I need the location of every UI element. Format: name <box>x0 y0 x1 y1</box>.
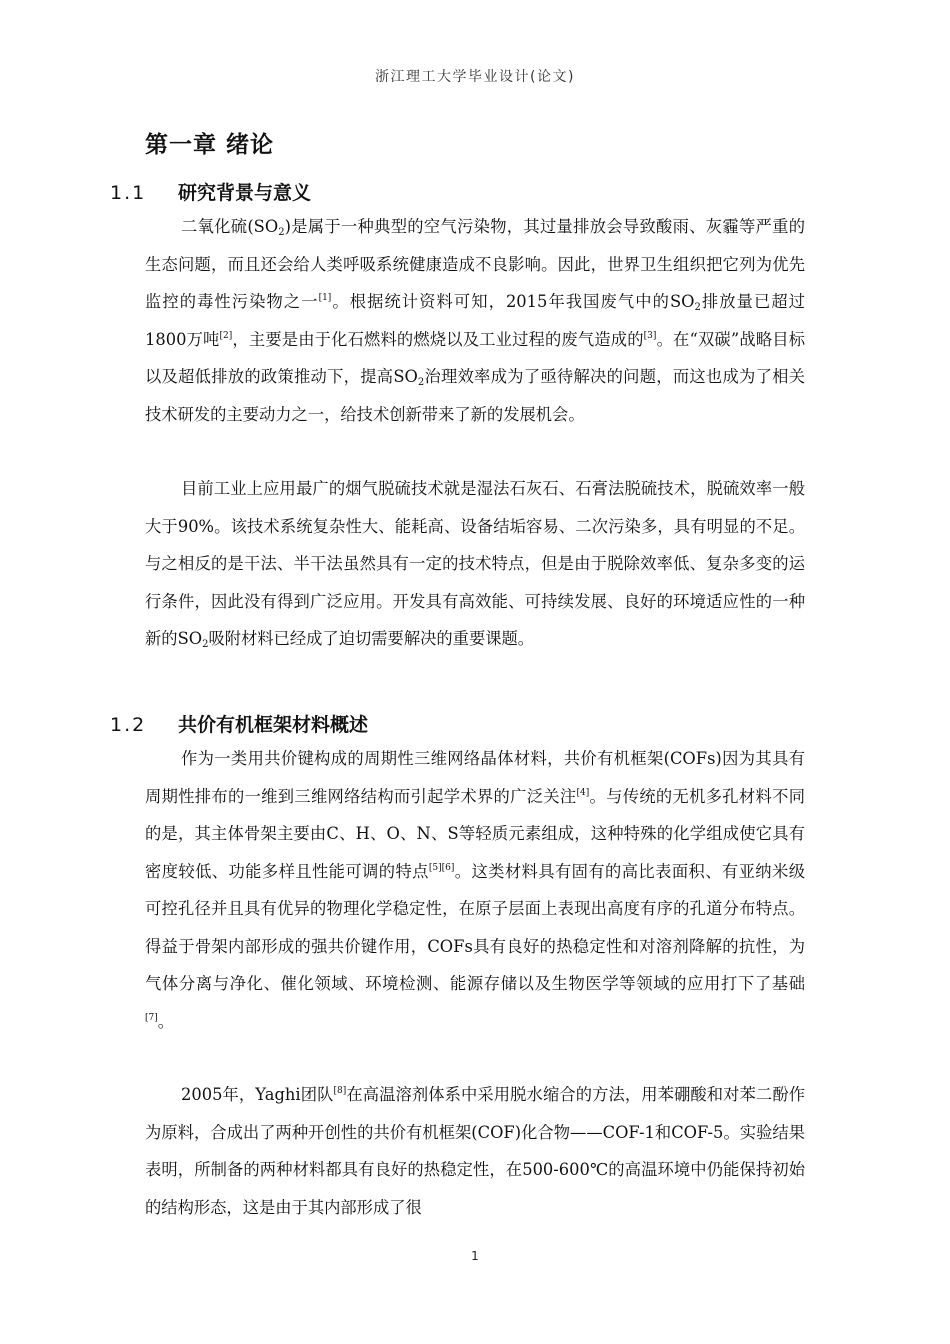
paragraph-cof-overview-1: 作为一类用共价键构成的周期性三维网络晶体材料，共价有机框架(COFs)因为其具有周期性排布的一维到三维网络结构而引起学术界的广泛关注[4]。与传统的无机多孔材料不同的是，其主体骨架主要由C、H、O、N、S等轻质元素组成，这种特殊的化学组成使它具有密度较低、功能多样且性能可调的特点[5][6]。这类材料具有固有的高比表面积、有亚纳米级可控孔径并且具有优异的物理化学稳定性，在原子层面上表现出高度有序的孔道分布特点。得益于骨架内部形成的强共价键作用，COFs具有良好的热稳定性和对溶剂降解的抗性，为气体分离与净化、催化领域、环境检测、能源存储以及生物医学等领域的应用打下了基础[7]。 <box>145 749 805 1031</box>
citation: [1] <box>318 293 332 303</box>
citation: [2] <box>219 330 233 341</box>
citation: [8] <box>333 1086 347 1096</box>
paragraph-cof-overview-2: 2005年，Yaghi团队[8]在高温溶剂体系中采用脱水缩合的方法，用苯硼酸和对苯二酚作为原料，合成出了两种开创性的共价有机框架(COF)化合物——COF-1和COF-5。实验结果表明，所制备的两种材料都具有良好的热稳定性，在500-600℃的高温环境中仍能保持初始的结构形态，这是由于其内部形成了很 <box>145 1085 805 1217</box>
section-title: 共价有机框架材料概述 <box>178 714 369 736</box>
citation: [7] <box>145 1012 158 1023</box>
running-header: 浙江理工大学毕业设计(论文) <box>375 69 575 85</box>
citation: [3] <box>643 330 657 341</box>
section-heading-1-1 <box>110 178 311 205</box>
paragraph-background-2: 目前工业上应用最广的烟气脱硫技术就是湿法石灰石、石膏法脱硫技术，脱硫效率一般大于90%。该技术系统复杂性大、能耗高、设备结垢容易、二次污染多，具有明显的不足。与之相反的是干法、半干法虽然具有一定的技术特点，但是由于脱除效率低、复杂多变的运行条件，因此没有得到广泛应用。开发具有高效能、可持续发展、良好的环境适应性的一种新的$SO_2$吸附材料已经成了迫切需要解决的重要课题。 <box>145 479 805 650</box>
citation: [4] <box>576 787 590 798</box>
section-number: 1.1 <box>110 182 147 204</box>
section-number: 1.2 <box>110 714 147 736</box>
section-title: 研究背景与意义 <box>178 182 312 204</box>
paragraph-background-1: 二氧化硫$(SO_2)$是属于一种典型的空气污染物，其过量排放会导致酸雨、灰霾等严重的生态问题，而且还会给人类呼吸系统健康造成不良影响。因此，世界卫生组织把它列为优先监控的毒性污染物之一[1]。根据统计资料可知，2015年我国废气中的$SO_2$排放量已超过1800万吨[2]，主要是由于化石燃料的燃烧以及工业过程的废气造成的[3]。在“双碳”战略目标以及超低排放的政策推动下，提高$SO_2$治理效率成为了亟待解决的问题，而这也成为了相关技术研发的主要动力之一，给技术创新带来了新的发展机会。 <box>145 217 805 424</box>
section-heading-1-2 <box>110 710 368 737</box>
page-number: 1 <box>471 1249 479 1263</box>
citation: [5][6] <box>428 862 455 873</box>
chapter-title: 第一章 绪论 <box>145 132 275 158</box>
